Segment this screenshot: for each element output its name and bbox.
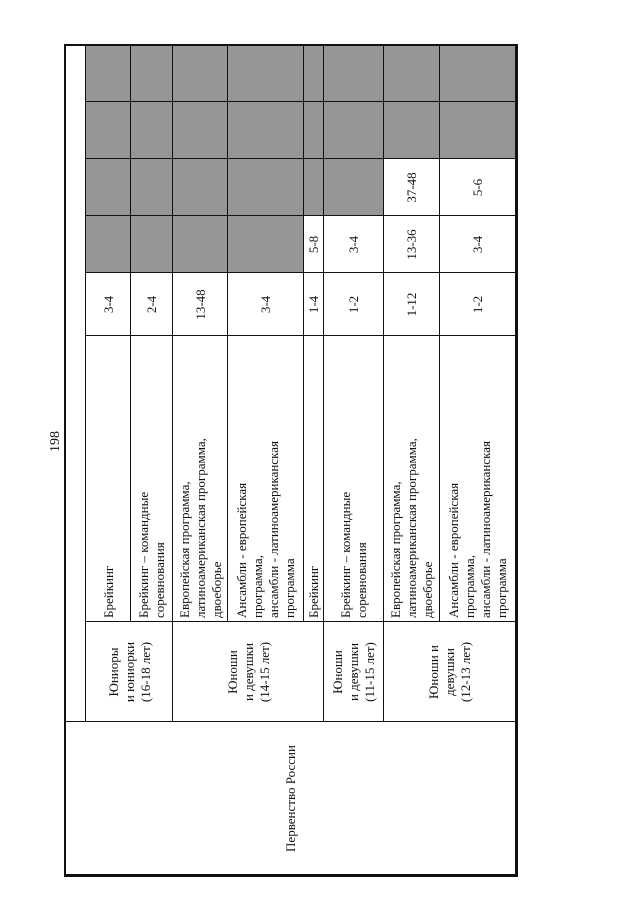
value-label: 2-4: [144, 295, 159, 314]
discipline-cell: [173, 336, 228, 622]
value-label-wrap: [228, 273, 304, 336]
discipline-cell: [440, 336, 516, 622]
value-cell: [86, 273, 131, 336]
age-group-label-wrap: [173, 622, 324, 722]
value-cell: [86, 216, 131, 273]
page-number: 198: [48, 431, 63, 452]
value-label-wrap: [384, 159, 440, 216]
value-cell: [173, 46, 228, 102]
discipline-label: Европейская программа, латиноамериканская программа, двоеборье: [176, 438, 224, 618]
discipline-label-wrap: [384, 336, 440, 622]
value-cell: [173, 216, 228, 273]
discipline-label: Брейкинг – командные соревнования: [338, 491, 369, 618]
value-cell: [440, 46, 516, 102]
value-cell: [324, 216, 384, 273]
value-label-wrap: [173, 273, 228, 336]
discipline-cell: [131, 336, 173, 622]
value-cell: [304, 273, 324, 336]
value-label: 3-4: [346, 235, 361, 254]
value-cell: [173, 273, 228, 336]
value-cell: [440, 216, 516, 273]
value-label-wrap: [324, 216, 384, 273]
value-cell: [86, 102, 131, 159]
age-group-cell: [86, 622, 173, 722]
age-group-label-wrap: [324, 622, 384, 722]
age-group-cell: [324, 622, 384, 722]
value-cell: [228, 216, 304, 273]
value-cell: [324, 273, 384, 336]
competition-table: [64, 44, 518, 877]
value-label: 1-4: [306, 295, 321, 314]
value-label: 13-48: [192, 289, 208, 320]
header-strip: [66, 46, 86, 722]
value-cell: [228, 102, 304, 159]
value-label-wrap: [304, 216, 324, 273]
value-cell: [440, 102, 516, 159]
value-cell: [86, 159, 131, 216]
value-label: 37-48: [404, 172, 419, 203]
value-cell: [131, 102, 173, 159]
value-label-wrap: [384, 216, 440, 273]
discipline-label-wrap: [173, 336, 228, 622]
value-cell: [324, 46, 384, 102]
value-cell: [304, 159, 324, 216]
value-cell: [324, 159, 384, 216]
value-cell: [228, 273, 304, 336]
discipline-label-wrap: [228, 336, 304, 622]
value-cell: [228, 46, 304, 102]
discipline-label-wrap: [86, 336, 131, 622]
value-label: 3-4: [258, 295, 273, 314]
value-label: 5-6: [470, 178, 485, 197]
discipline-label: Брейкинг – командные соревнования: [136, 491, 167, 618]
value-cell: [384, 273, 440, 336]
value-cell: [384, 102, 440, 159]
value-cell: [131, 273, 173, 336]
age-group-cell: [173, 622, 324, 722]
discipline-label: Брейкинг: [100, 565, 116, 618]
age-group-label: Юноши и девушки (11-15 лет): [330, 642, 377, 702]
value-cell: [384, 46, 440, 102]
value-cell: [86, 46, 131, 102]
value-label: 3-4: [100, 295, 116, 314]
age-group-cell: [384, 622, 516, 722]
championship-label: Первенство России: [283, 745, 298, 852]
value-cell: [384, 159, 440, 216]
value-cell: [228, 159, 304, 216]
value-label: 1-2: [346, 295, 361, 314]
discipline-label: Европейская программа, латиноамериканская программа, двоеборье: [388, 438, 435, 618]
discipline-cell: [86, 336, 131, 622]
value-label-wrap: [440, 216, 516, 273]
value-label: 3-4: [470, 235, 485, 254]
value-label-wrap: [86, 273, 131, 336]
age-group-label: Юниоры и юниорки (16-18 лет): [105, 641, 153, 703]
value-label-wrap: [304, 273, 324, 336]
value-cell: [440, 273, 516, 336]
value-label-wrap: [440, 273, 516, 336]
championship-cell: [66, 722, 516, 875]
value-label-wrap: [324, 273, 384, 336]
discipline-label: Ансамбли - европейская программа, ансамбли - латиноамериканская программа: [446, 441, 509, 618]
value-label-wrap: [440, 159, 516, 216]
value-cell: [173, 159, 228, 216]
discipline-cell: [384, 336, 440, 622]
value-cell: [324, 102, 384, 159]
age-group-label-wrap: [384, 622, 516, 722]
discipline-label: Брейкинг: [306, 565, 321, 618]
championship-label-wrap: [66, 722, 516, 875]
discipline-label: Ансамбли - европейская программа, ансамбли - латиноамериканская программа: [234, 441, 297, 618]
discipline-label-wrap: [304, 336, 324, 622]
value-cell: [131, 46, 173, 102]
age-group-label: Юноши и девушки (14-15 лет): [224, 641, 272, 703]
value-cell: [173, 102, 228, 159]
value-label-wrap: [131, 273, 173, 336]
age-group-label: Юноши и девушки (12-13 лет): [426, 641, 473, 703]
value-label: 1-2: [470, 295, 485, 314]
value-cell: [440, 159, 516, 216]
value-label-wrap: [384, 273, 440, 336]
value-cell: [131, 159, 173, 216]
value-cell: [304, 216, 324, 273]
value-cell: [304, 102, 324, 159]
value-label: 13-36: [404, 229, 419, 260]
discipline-cell: [228, 336, 304, 622]
age-group-label-wrap: [86, 622, 173, 722]
discipline-label-wrap: [324, 336, 384, 622]
value-cell: [131, 216, 173, 273]
discipline-cell: [324, 336, 384, 622]
discipline-cell: [304, 336, 324, 622]
value-cell: [304, 46, 324, 102]
discipline-label-wrap: [131, 336, 173, 622]
value-label: 1-12: [404, 292, 419, 317]
value-label: 5-8: [306, 235, 321, 254]
value-cell: [384, 216, 440, 273]
discipline-label-wrap: [440, 336, 516, 622]
